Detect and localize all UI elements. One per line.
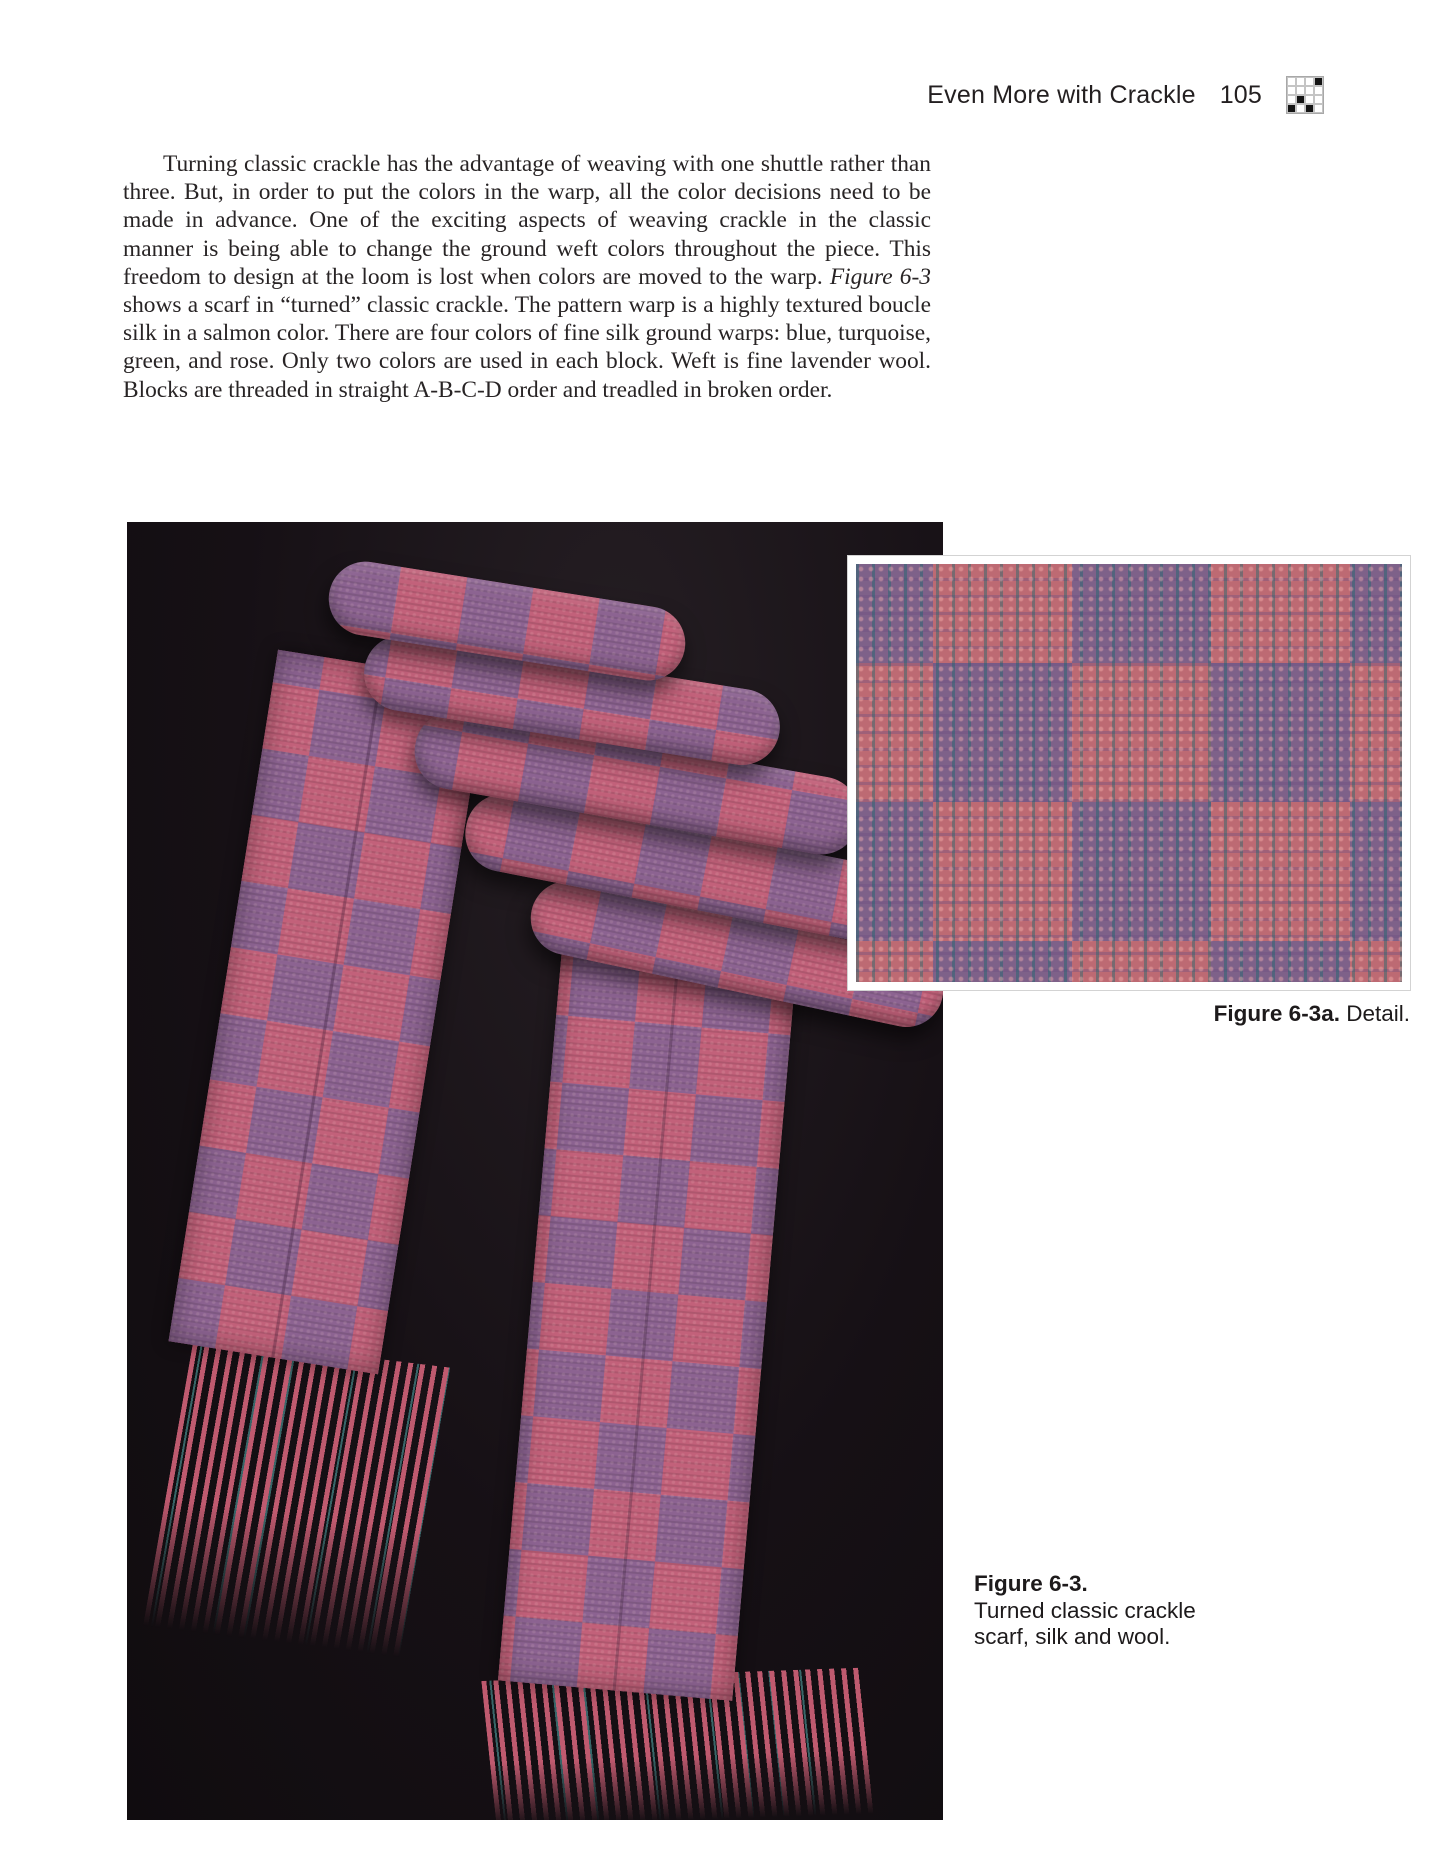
body-paragraph [123,150,931,404]
figure-6-3-text-line2: scarf, silk and wool. [974,1624,1171,1649]
weave-draft-icon [1286,76,1324,114]
scarf-photo [127,522,943,1820]
detail-photo [848,556,1410,990]
scarf-right-leg [498,893,801,1700]
detail-photo-weave [856,564,1402,982]
paragraph-part1: Turning classic crackle has the advantage of weaving with one shuttle rather than three. But, in order to put the colors in the warp, all the color decisions need to be made in advance. One of the exciting aspects of weaving crackle in the classic manner is being able to change the ground weft colors throughout the piece. This freedom to design at the loom is lost when colors are moved to the warp. [123,151,931,290]
figure-6-3a-label: Figure 6-3a. [1213,1001,1340,1026]
page-number: 105 [1219,80,1262,109]
paragraph-part2: shows a scarf in “turned” classic crackle. The pattern warp is a highly textured boucle silk in a salmon color. There are four colors of fine silk ground warps: blue, turquoise, green, and rose. Only two colors are used in each block. Weft is fine lavender wool. Blocks are threaded in straight A-B-C-D order and treadled in broken order. [123,292,931,403]
figure-6-3-text-line1: Turned classic crackle [974,1597,1196,1623]
scarf-left-fringe [142,1336,454,1664]
figure-6-3-reference: Figure 6-3 [829,263,931,290]
figure-6-3a-text: Detail. [1339,1001,1410,1026]
figure-6-3-caption [974,1571,1196,1651]
figure-6-3-label: Figure 6-3. [974,1571,1088,1596]
chapter-title: Even More with Crackle [927,80,1196,109]
running-head [927,76,1324,114]
